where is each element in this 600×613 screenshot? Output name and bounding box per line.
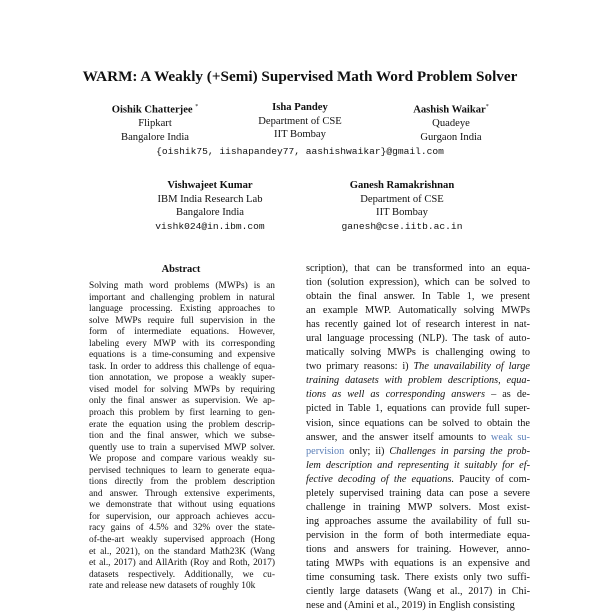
body-line bbox=[306, 360, 530, 374]
body-line bbox=[306, 529, 530, 543]
author-location: Gurgaon India bbox=[420, 131, 482, 143]
abstract-line: rate and release new datasets of roughly 10k bbox=[89, 581, 256, 592]
text-segment: an example MWP. Automatically solving MWPs bbox=[306, 305, 530, 317]
body-line bbox=[306, 318, 530, 332]
text-segment: pervision in the form of both intermediate equa- bbox=[306, 529, 530, 541]
author-name: Aashish Waikar bbox=[413, 104, 486, 116]
body-line bbox=[306, 388, 530, 402]
body-line bbox=[306, 487, 530, 501]
author-name: Isha Pandey bbox=[272, 102, 328, 113]
author-aashish bbox=[366, 101, 536, 144]
abstract-line: We propose and compare various weakly su- bbox=[89, 454, 275, 465]
text-segment: time consuming task. There exists only two suffi- bbox=[306, 572, 530, 584]
emphasis-text: training datasets with problem descriptions, equa- bbox=[306, 375, 530, 387]
author-name: Ganesh Ramakrishnan bbox=[349, 180, 455, 191]
text-segment: ing approaches assume the availability of full su- bbox=[306, 515, 530, 527]
abstract-line: labeling every MWP with its corresponding bbox=[89, 338, 275, 349]
author-affiliation: Department of CSE bbox=[360, 193, 444, 205]
emphasis-text: Challenges in parsing the prob- bbox=[389, 445, 530, 457]
body-line bbox=[306, 374, 530, 388]
text-segment: pletely supervised training data can pose a severe bbox=[306, 487, 530, 499]
body-line bbox=[306, 543, 530, 557]
body-line bbox=[306, 445, 530, 459]
text-segment: ural language processing (NLP). The task of auto- bbox=[306, 333, 530, 345]
abstract-line: solve MWPs require full supervision in the bbox=[89, 315, 275, 326]
abstract-line: only the final answer as supervision. We ap- bbox=[89, 396, 275, 407]
abstract-line: datasets respectively. Additionally, we cu- bbox=[89, 569, 275, 580]
text-segment: – as de- bbox=[485, 389, 530, 401]
abstract-line: task. In order to address this challenge of equa- bbox=[89, 361, 275, 372]
text-segment: ciently large datasets (Wang et al., 2017) in Chi- bbox=[306, 586, 530, 598]
abstract-line: for supervision, our approach achieves accu- bbox=[89, 511, 275, 522]
emphasis-text: fective decoding of the equations. bbox=[306, 473, 455, 485]
author-ganesh bbox=[310, 179, 494, 233]
weak-supervision-term: pervision bbox=[306, 445, 345, 457]
author-location: IIT Bombay bbox=[274, 129, 326, 140]
emphasis-text: The unavailability of large bbox=[413, 361, 530, 373]
body-line bbox=[306, 501, 530, 515]
abstract-line: erate the equation using the problem descrip- bbox=[89, 419, 275, 430]
text-segment: nese and (Amini et al., 2019) in English consisting bbox=[306, 600, 515, 612]
body-line bbox=[306, 585, 530, 599]
abstract-heading: Abstract bbox=[161, 264, 201, 275]
author-location: IIT Bombay bbox=[376, 207, 428, 218]
text-segment: tions and answers for training. However, anno- bbox=[306, 543, 530, 555]
abstract-line: quently use to train a supervised MWP solver. bbox=[89, 442, 275, 453]
body-line bbox=[306, 262, 530, 276]
weak-supervision-term: weak su- bbox=[490, 431, 530, 443]
author-name: Oishik Chatterjee bbox=[111, 104, 193, 116]
text-segment: has recently gained lot of research interest in nat- bbox=[306, 319, 530, 331]
abstract-line: tion and the final answer, which we subse- bbox=[89, 431, 275, 442]
author-affiliation: Flipkart bbox=[138, 118, 172, 130]
abstract-line: Solving math word problems (MWPs) is an bbox=[89, 281, 275, 291]
abstract-line: we demonstrate that without using equations bbox=[89, 500, 275, 511]
text-segment: vision, since equations can be solved to obtain the bbox=[306, 417, 530, 429]
body-line bbox=[306, 459, 530, 473]
abstract-line: tions directly from the problem description bbox=[89, 477, 275, 488]
text-segment: answer, and the answer itself amounts to bbox=[306, 431, 491, 443]
abstract-line: racy gains of 4.5% and 32% over the state- bbox=[89, 523, 275, 534]
text-segment: scription), that can be transformed into an equa- bbox=[306, 263, 530, 274]
text-segment: tion (solution expression), which can be solved to bbox=[306, 277, 530, 289]
intro-text bbox=[306, 262, 530, 613]
body-line bbox=[306, 473, 530, 487]
author-vishwajeet bbox=[118, 179, 302, 233]
abstract-line: vised model for solving MWPs by requiring bbox=[89, 384, 275, 395]
abstract-line: important and challenging problem in natural bbox=[89, 292, 275, 303]
author-affiliation: IBM India Research Lab bbox=[157, 193, 263, 205]
body-line bbox=[306, 417, 530, 431]
text-segment: tating MWPs with equations is an expensive and bbox=[306, 557, 530, 569]
author-emails: {oishik75, iishapandey77, aashishwaikar}@gmail.com bbox=[156, 146, 444, 157]
abstract-line: and answer. Through extensive experiments, bbox=[89, 488, 275, 499]
body-line bbox=[306, 571, 530, 585]
abstract-line: equations is a time-consuming and expensive bbox=[89, 350, 275, 361]
text-segment: Paucity of com- bbox=[454, 473, 531, 485]
author-name: Vishwajeet Kumar bbox=[167, 180, 253, 191]
abstract-line: language processing. Existing approaches to bbox=[89, 304, 275, 315]
emphasis-text: tions as well as corresponding answers bbox=[306, 389, 486, 401]
body-line bbox=[306, 431, 530, 445]
body-line bbox=[306, 290, 530, 304]
text-segment: picted in Table 1, equations can provide full super- bbox=[306, 403, 530, 415]
author-affiliation: Quadeye bbox=[432, 118, 470, 130]
body-line bbox=[306, 304, 530, 318]
author-isha bbox=[215, 101, 385, 142]
abstract-line: et al., 2021), on the standard Math23K (Wang bbox=[89, 546, 275, 557]
text-segment: obtain the final answer. In Table 1, we present bbox=[306, 291, 530, 303]
text-segment: challenge in training MWP solvers. Most exist- bbox=[306, 501, 530, 513]
author-location: Bangalore India bbox=[121, 131, 189, 143]
author-affiliation: Department of CSE bbox=[258, 115, 342, 127]
body-line bbox=[306, 599, 530, 613]
body-line bbox=[306, 276, 530, 290]
body-line bbox=[306, 332, 530, 346]
abstract-line: proach this problem by first learning to gen- bbox=[89, 408, 275, 419]
author-footnote-mark: * bbox=[485, 104, 489, 110]
author-location: Bangalore India bbox=[176, 207, 244, 218]
author-footnote-mark: * bbox=[195, 104, 199, 110]
body-line bbox=[306, 515, 530, 529]
text-segment: two primary reasons: i) bbox=[306, 361, 414, 373]
author-email: ganesh@cse.iitb.ac.in bbox=[341, 220, 463, 232]
abstract-line: of-the-art weakly supervised approach (Hong bbox=[89, 535, 275, 546]
abstract-line: form of intermediate equations. However, bbox=[89, 327, 275, 338]
emphasis-text: lem description and representing it suitably for ef- bbox=[306, 459, 530, 471]
abstract-line: et al., 2017) and AllArith (Roy and Roth, 2017) bbox=[89, 558, 275, 569]
abstract-line: tion annotation, we propose a weakly super- bbox=[89, 373, 275, 384]
text-segment: only; ii) bbox=[344, 445, 390, 457]
body-line bbox=[306, 402, 530, 416]
body-line bbox=[306, 557, 530, 571]
body-line bbox=[306, 346, 530, 360]
author-email: vishk024@in.ibm.com bbox=[155, 220, 265, 232]
paper-title: WARM: A Weakly (+Semi) Supervised Math Word Problem Solver bbox=[82, 68, 518, 85]
abstract-text bbox=[89, 281, 275, 593]
abstract-line: pervised techniques to learn to generate equa- bbox=[89, 465, 275, 476]
text-segment: matically solving MWPs is challenging owing to bbox=[306, 347, 530, 359]
